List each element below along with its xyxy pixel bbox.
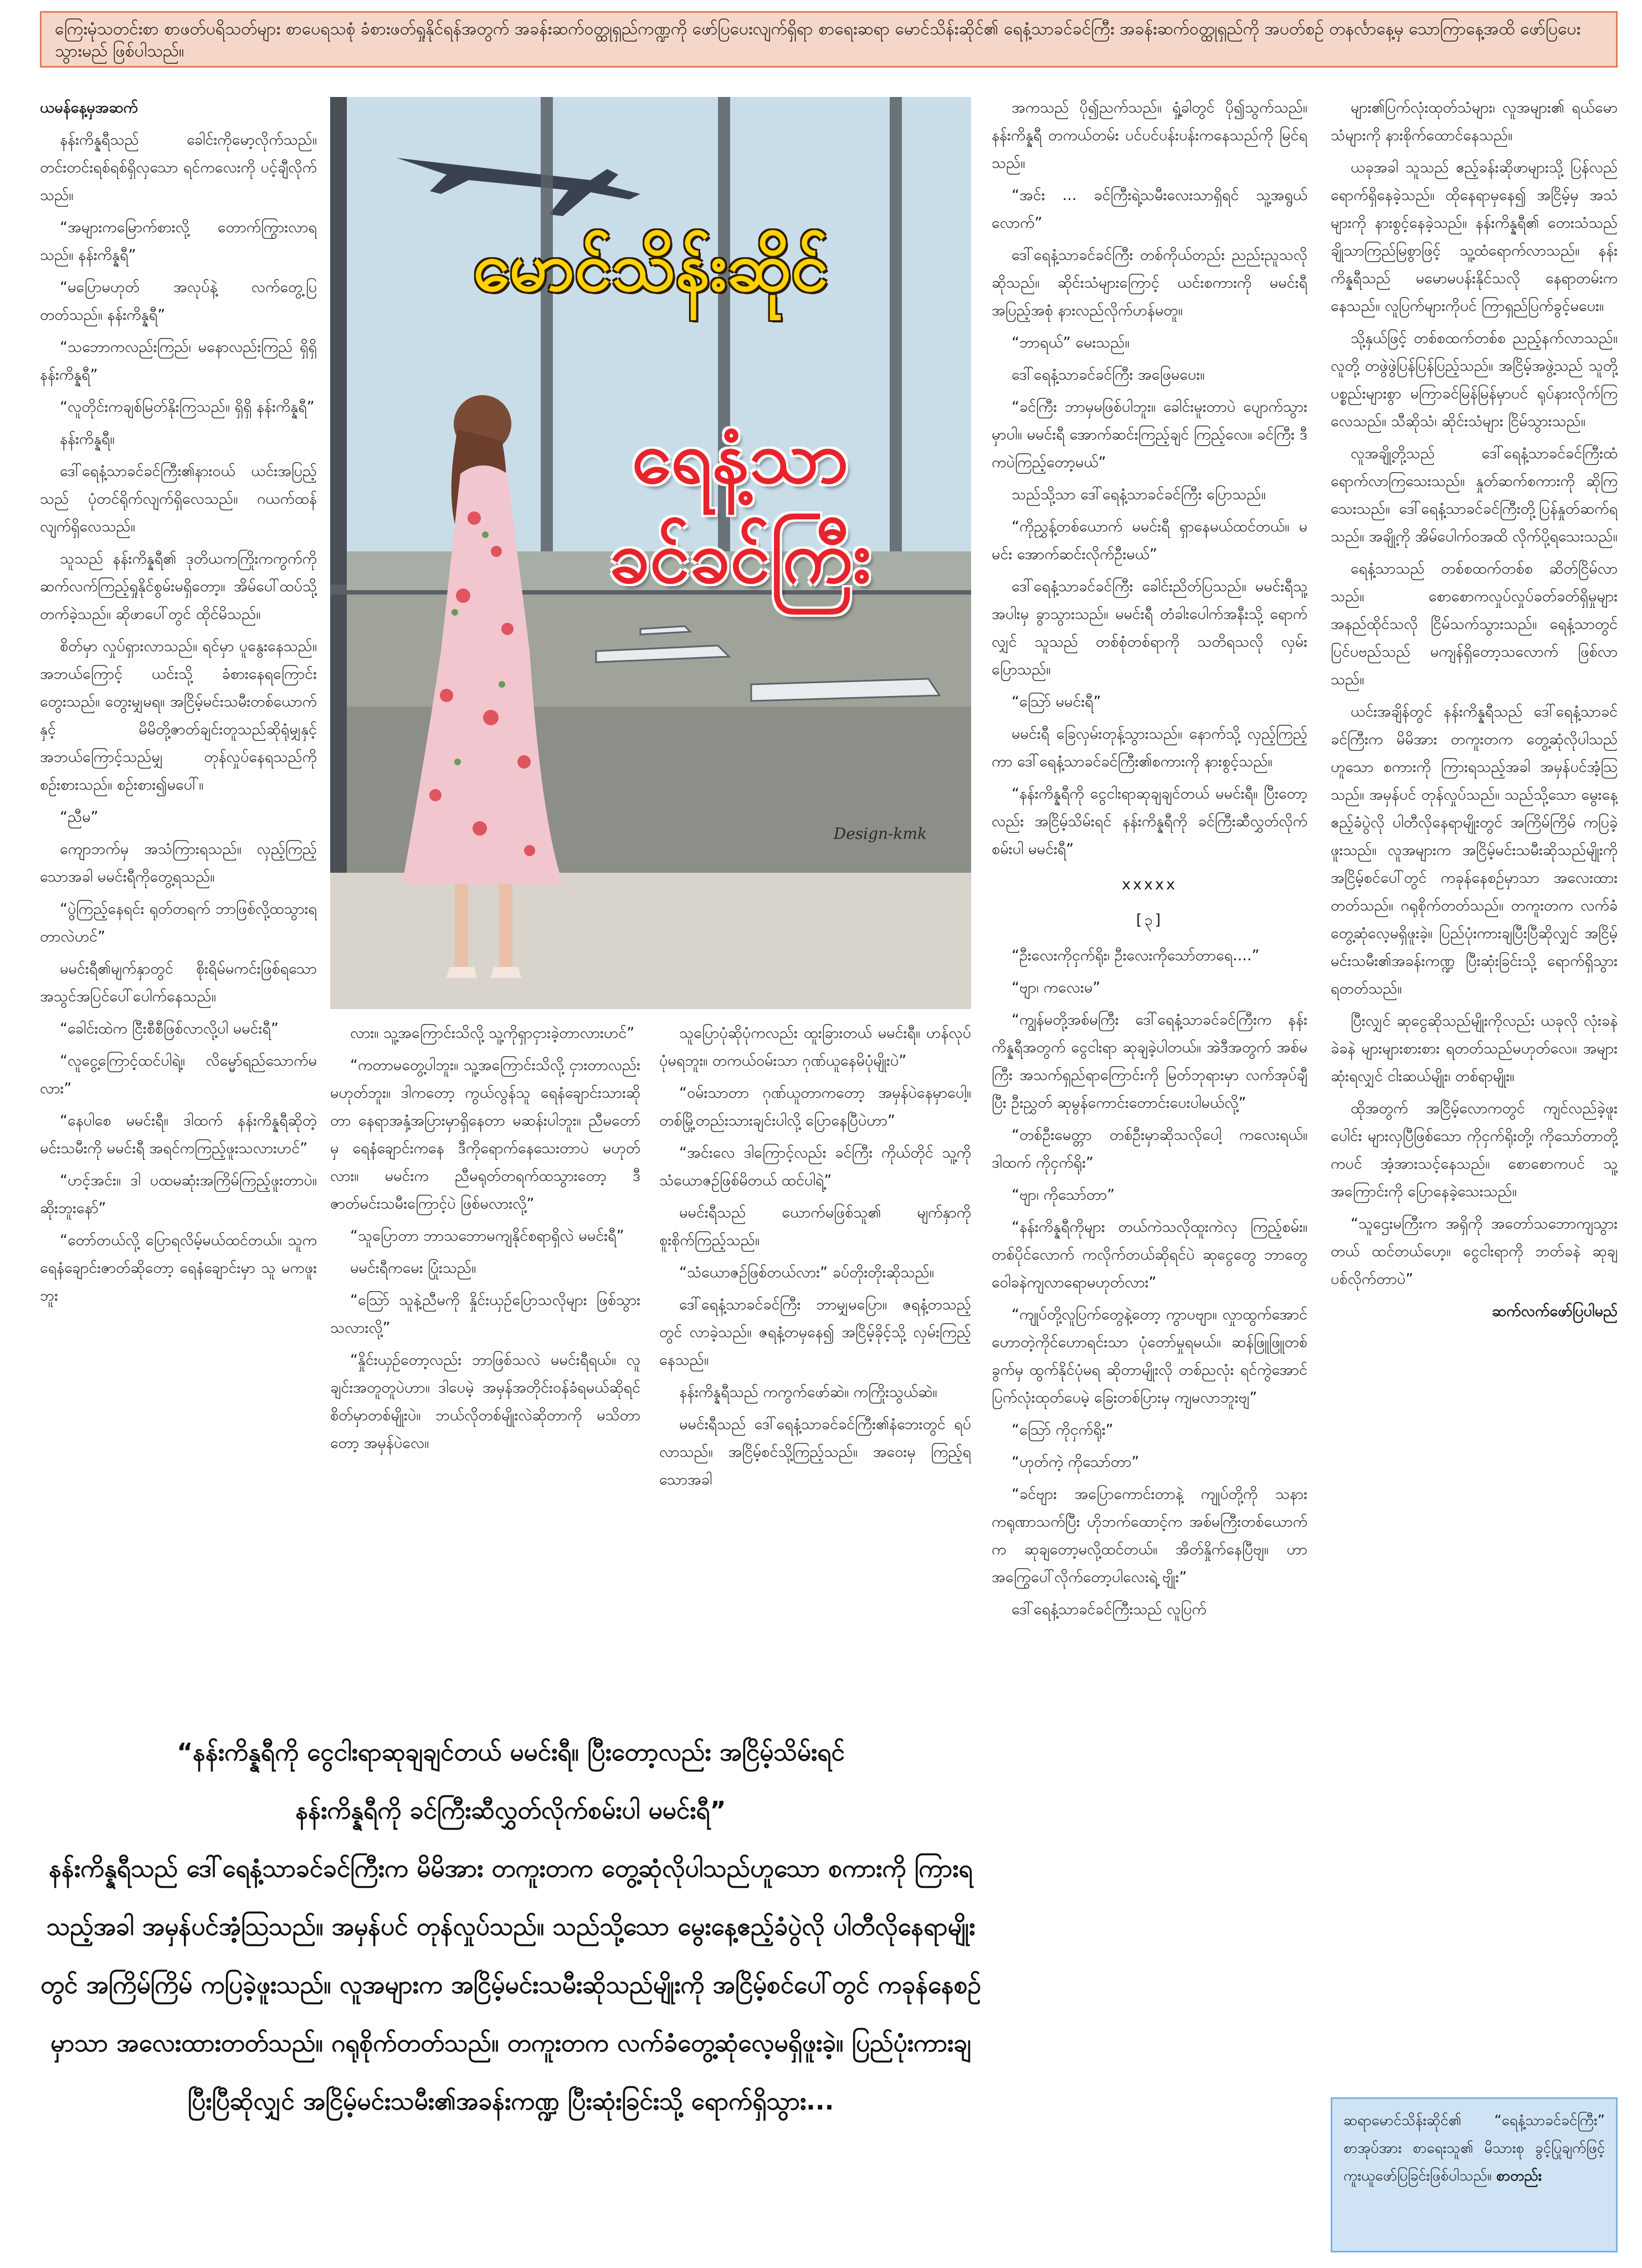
credit-note-text: ဆရာမောင်သိန်းဆိုင်၏ “ရေနံ့သာခင်ခင်ကြီး” စာအုပ်အား စာရေးသူ၏ မိသားစု ခွင့်ပြုချက်ဖြင့် ကူးယူဖော်ပြခြင်းဖြစ်ပါသည်။ bbox=[1343, 2112, 1605, 2184]
article-column-5 bbox=[1331, 94, 1618, 2089]
series-banner: ကြေးမုံသတင်းစာ စာဖတ်ပရိသတ်များ စာပေရသစုံ ခံစားဖတ်ရှုနိုင်ရန်အတွက် အခန်းဆက်ဝတ္ထုရှည်ကဏ္ဍကို ဖော်ပြပေးလျက်ရှိရာ စာရေးဆရာ မောင်သိန်းဆိုင်၏ ရေနံ့သာခင်ခင်ကြီး အခန်းဆက်ဝတ္ထုရှည်ကို အပတ်စဉ် တနင်္လာနေ့မှ သောကြာနေ့အထိ ဖော်ပြပေးသွားမည် ဖြစ်ပါသည်။ bbox=[40, 11, 1618, 68]
paragraph: “ကတာမတွေ့ပါဘူး။ သူ့အကြောင်းသိလို့ ငှားတာလည်းမဟုတ်ဘူး။ ဒါကတော့ ကွယ်လွန်သူ ရေနံချောင်းသားဆိုတာ နေရာအနှံ့အပြားမှာရှိနေတာ မဆန်းပါဘူး။ ညီမတော်မှ ရေနံချောင်းကနေ ဒီကိုရောက်နေသေးတာပဲ မဟုတ်လား။ မမင်းက ညီမရုတ်တရက်ထသွားတော့ ဒီဇာတ်မင်းသမီးကြောင့်ပဲ ဖြစ်မလားလို့” bbox=[330, 1057, 640, 1212]
paragraph: ထိုအတွက် အငြိမ့်လောကတွင် ကျင်လည်ခဲ့ဖူးပေါင်း များလှပြီဖြစ်သော ကိုငှက်ရိုးတို့၊ ကိုသော်တာတို့ကပင် အံ့အားသင့်နေသည်။ စောစောကပင် သူ့အကြောင်းကို ပြောနေခဲ့သေးသည်။ bbox=[1331, 1100, 1618, 1200]
paragraph: နန်းကိန္နရီ။ bbox=[60, 431, 115, 448]
paragraph: “ဗျာ၊ ကလေးမ” bbox=[1012, 979, 1101, 996]
paragraph: စိတ်မှာ လှုပ်ရှားလာသည်။ ရင်မှာ ပူနွေးနေသည်။ အဘယ်ကြောင့် ယင်းသို့ ခံစားနေရကြောင်း တွေးသည်။ တွေးမျှမရ။ အငြိမ့်မင်းသမီးတစ်ယောက်နှင့် မိမိတို့ဇာတ်ချင်းတူသည်ဆိုရုံမျှနှင့် အဘယ်ကြောင့်သည်မျှ တုန်လှုပ်နေရသည်ကို စဉ်းစားသည်။ စဉ်းစား၍မပေါ်။ bbox=[40, 638, 317, 793]
paragraph: နန်းကိန္နရီသည် ခေါင်းကိုမော့လိုက်သည်။ တင်းတင်းရစ်ရစ်ရှိလှသော ရင်ကလေးကို ပင့်ချီလိုက်သည်။ bbox=[40, 131, 317, 204]
paragraph: ဒေါ်ရေနံ့သာခင်ခင်ကြီး တစ်ကိုယ်တည်း ညည်းညူသလိုဆိုသည်။ ဆိုင်းသံများကြောင့် ယင်းစကားကို မမင်းရီ အပြည့်အစုံ နားလည်လိုက်ဟန်မတူ။ bbox=[992, 247, 1307, 319]
paragraph: “ခေါင်းထဲက ငြီးစီစီဖြစ်လာလို့ပါ မမင်းရီ” bbox=[60, 1020, 279, 1037]
cover-author-name: မောင်သိန်းဆိုင် bbox=[473, 229, 828, 306]
paragraph: “ဦးလေးကိုငှက်ရိုး၊ ဦးလေးကိုသော်တာရေ....” bbox=[1012, 947, 1260, 964]
paragraph: များ၏ပြက်လုံးထုတ်သံများ၊ လူအများ၏ ရယ်မောသံများကို နားစိုက်ထောင်နေသည်။ bbox=[1331, 99, 1618, 144]
book-cover bbox=[330, 97, 971, 1009]
paragraph: အကသည် ပို၍ညက်သည်။ ရှုံ့ခါတွင် ပို၍သွက်သည်။ နန်းကိန္နရီ တကယ်တမ်း ပင်ပင်ပန်းပန်းကနေသည်ကို မြင်ရသည်။ bbox=[992, 99, 1307, 172]
paragraph: “သူပြောတာ ဘာသဘောမကျနိုင်စရာရှိလဲ မမင်းရီ” bbox=[350, 1227, 624, 1245]
paragraph: မမင်းရီ ခြေလှမ်းတုန့်သွားသည်။ နောက်သို့ လှည့်ကြည့်ကာ ဒေါ်ရေနံ့သာခင်ခင်ကြီး၏စကားကို နားစွင့်သည်။ bbox=[992, 725, 1307, 770]
paragraph: “အင်း ... ခင်ကြီးရဲ့သမီးလေးသာရှိရင် သူ့အရွယ်လောက်” bbox=[992, 187, 1307, 232]
article-column-3 bbox=[659, 1020, 971, 1712]
paragraph: ယင်းအချိန်တွင် နန်းကိန္နရီသည် ဒေါ်ရေနံ့သာခင်ခင်ကြီးက မိမိအား တကူးတက တွေ့ဆုံလိုပါသည်ဟူသော စကားကို ကြားရသည့်အခါ အမှန်ပင်အံ့သြသည်။ အမှန်ပင် တုန်လှုပ်သည်။ သည်သို့သော မွေးနေ့ဧည့်ခံပွဲလို ပါတီလိုနေရာမျိုးတွင် အကြိမ်ကြိမ် ကပြခဲ့ဖူးသည်။ လူအများက အငြိမ့်မင်းသမီးဆိုသည်မျိုးကို အငြိမ့်စင်ပေါ်တွင် ကခုန်နေစဉ်မှာသာ အလေးထားတတ်သည်။ ဂရုစိုက်တတ်သည်။ တကူးတက လက်ခံတွေ့ဆုံလေ့မရှိဖူးခဲ့။ ပြည်ပုံးကားချပြီးပြီဆိုလျှင် အငြိမ့်မင်းသမီး၏အခန်းကဏ္ဍ ပြီးဆုံးခြင်းသို့ ရောက်ရှိသွားရတတ်သည်။ bbox=[1331, 703, 1618, 997]
credit-note-box bbox=[1331, 2097, 1618, 2252]
paragraph: သူပြောပုံဆိုပုံကလည်း ထူးခြားတယ် မမင်းရီ။ ဟန်လုပ်ပုံမရဘူး။ တကယ်ဝမ်းသာ ဂုဏ်ယူနေမိပုံမျိုးပဲ” bbox=[659, 1025, 971, 1069]
paragraph: ဒေါ်ရေနံ့သာခင်ခင်ကြီးသည် လူပြက် bbox=[1012, 1601, 1207, 1618]
paragraph: “ခင်ဗျား အပြောကောင်းတာနဲ့ ကျုပ်တို့ကို သနားကရုဏာသက်ပြီး ဟိုဘက်ထောင့်က အစ်မကြီးတစ်ယောက်က ဆုချတော့မလို့ထင်တယ်။ အိတ်နှိုက်နေပြီဗျ။ ဟာ အကြွေပေါ်လိုက်တော့ပါလေးရဲ့ ဗျိုး” bbox=[992, 1486, 1307, 1586]
paragraph: “သံယောဇဉ်ဖြစ်တယ်လား” ခပ်တိုးတိုးဆိုသည်။ bbox=[679, 1264, 934, 1281]
paragraph: သည်သို့သာ ဒေါ်ရေနံ့သာခင်ခင်ကြီး ပြောသည်။ bbox=[1012, 486, 1266, 503]
cover-title-line-1: ရေနံ့သာ bbox=[632, 415, 849, 499]
paragraph: “ဩော် သူနဲ့ညီမကို နှိုင်းယှဉ်ပြောသလိုများ ဖြစ်သွားသလားလို့” bbox=[330, 1292, 640, 1337]
paragraph: ရေနံ့သာသည် တစ်စထက်တစ်စ ဆိတ်ငြိမ်လာသည်။ စောစောကလှုပ်လှုပ်ခတ်ခတ်ရှိမှုများ အနည်ထိုင်သလို ငြိမ်သက်သွားသည်။ ရေနံ့သာတွင် ပြင်ပဗည်သည် မကျန်ရှိတော့သလောက် ဖြစ်လာသည်။ bbox=[1331, 560, 1618, 688]
paragraph: “အင်းလေ ဒါကြောင့်လည်း ခင်ကြီး ကိုယ်တိုင် သူ့ကို သံယောဇဉ်ဖြစ်မိတယ် ထင်ပါရဲ့” bbox=[659, 1144, 971, 1189]
paragraph: “ကျွန်မတို့အစ်မကြီး ဒေါ်ရေနံ့သာခင်ခင်ကြီးက နန်းကိန္နရီအတွက် ငွေငါးရာ ဆုချခဲ့ပါတယ်။ အဲဒီအတွက် အစ်မကြီး အသက်ရှည်ရာကြောင်းကို မြတ်ဘုရားမှာ လက်အုပ်ချီပြီး ဦးညွှတ် ဆုမွန်ကောင်းတောင်းပေးပါမယ်လို့” bbox=[992, 1011, 1307, 1112]
paragraph: ဒေါ်ရေနံ့သာခင်ခင်ကြီး ခေါင်းညိတ်ပြသည်။ မမင်းရီသူ့အပါးမှ ခွာသွားသည်။ မမင်းရီ တံခါးပေါက်အနီးသို့ ရောက်လျှင် သူသည် တစ်စုံတစ်ရာကို သတိရသလို လှမ်းပြောသည်။ bbox=[992, 578, 1307, 678]
paragraph: “နှိုင်းယှဉ်တော့လည်း ဘာဖြစ်သလဲ မမင်းရီရယ်။ လူချင်းအတူတူပဲဟာ။ ဒါပေမဲ့ အမှန်အတိုင်းဝန်ခံရမယ်ဆိုရင် စိတ်မှာတစ်မျိုးပဲ။ ဘယ်လိုတစ်မျိုးလဲဆိုတာကို မသိတာတော့ အမှန်ပဲလေ။ bbox=[330, 1351, 640, 1452]
paragraph: လူအချို့တို့သည် ဒေါ်ရေနံ့သာခင်ခင်ကြီးထံ ရောက်လာကြသေးသည်။ နှုတ်ဆက်စကားကို ဆိုကြသေးသည်။ ဒေါ်ရေနံ့သာခင်ခင်ကြီးတို့ပြန်နှုတ်ဆက်ရသည်။ အချို့ကို အိမ်ပေါက်ဝအထိ လိုက်ပို့ရသေးသည်။ bbox=[1331, 445, 1618, 545]
paragraph: “လူတိုင်းကချစ်မြတ်နိုးကြသည်။ ရှိရှိ နန်းကိန္နရီ” bbox=[60, 398, 315, 416]
paragraph: မမင်းရီသည် ဒေါ်ရေနံ့သာခင်ခင်ကြီး၏နံဘေးတွင် ရပ်လာသည်။ အငြိမ့်စင်သို့ကြည့်သည်။ အဝေးမှ ကြည့်ရသောအခါ bbox=[659, 1416, 971, 1488]
paragraph: [၃] bbox=[1136, 912, 1163, 929]
paragraph: “ဟင့်အင်း။ ဒါ ပထမဆုံးအကြိမ်ကြည့်ဖူးတာပဲ။ ဆိုးဘူးနော်” bbox=[40, 1172, 317, 1217]
article-column-1 bbox=[40, 94, 317, 1712]
paragraph: “တော်တယ်လို့ ပြောရလိမ့်မယ်ထင်တယ်။ သူက ရေနံချောင်းဇာတ်ဆိုတော့ ရေနံချောင်းမှာ သူ မကဖူးဘူး bbox=[40, 1232, 317, 1304]
paragraph: သို့နှယ်ဖြင့် တစ်စထက်တစ်စ ညည့်နက်လာသည်။ လူတို့ တဖွဲဖွဲပြန်ပြန်ပြည့်သည်။ အငြိမ့်အဖွဲ့သည် သူတို့ပစ္စည်းများစွာ မကြာခင်မြန်မြန်မှာပင် ရုပ်နားလိုက်ကြလေသည်။ သီဆိုသံ၊ ဆိုင်းသံများ ငြိမ်သွားသည်။ bbox=[1331, 330, 1618, 430]
paragraph: “ကိုညွှန့်တစ်ယောက် မမင်းရီ ရှာနေမယ်ထင်တယ်။ မမင်း အောက်ဆင်းလိုက်ဦးမယ်” bbox=[992, 518, 1307, 563]
paragraph: “ဝမ်းသာတာ ဂုဏ်ယူတာကတော့ အမှန်ပဲနေမှာပေါ့။ တစ်မြို့တည်းသားချင်းပါလို့ ပြောနေပြီပဲဟာ” bbox=[659, 1084, 971, 1129]
paragraph: “နန်းကိန္နရီကို ငွေငါးရာဆုချချင်တယ် မမင်းရီ။ ပြီးတော့လည်း အငြိမ့်သိမ်းရင် နန်းကိန္နရီကို ခင်ကြီးဆီလွှတ်လိုက်စမ်းပါ မမင်းရီ” bbox=[992, 785, 1307, 858]
pull-quote bbox=[40, 1723, 982, 2255]
article-column-2 bbox=[330, 1020, 640, 1712]
paragraph: “နေပါစေ မမင်းရီ။ ဒါထက် နန်းကိန္နရီဆိုတဲ့မင်းသမီးကို မမင်းရီ အရင်ကကြည့်ဖူးသလားဟင်” bbox=[40, 1112, 317, 1157]
paragraph: ယခုအခါ သူသည် ဧည့်ခန်းဆိုဖာများသို့ ပြန်လည်ရောက်ရှိနေခဲ့သည်။ ထိုနေရာမှနေ၍ အငြိမ့်မှ အသံများကို နားစွင့်နေခဲ့သည်။ နန်းကိန္နရီ၏ တေးသံသည် ချိုသာကြည်မြစွာဖြင့် သူ့ထံရောက်လာသည်။ နန်းကိန္နရီသည် မမောမပန်းနိုင်သလို နေရာတမ်းကနေသည်။ လူပြက်များကိုပင် ကြာရှည်ပြက်ခွင့်မပေး။ bbox=[1331, 159, 1618, 315]
paragraph: ဒေါ်ရေနံ့သာခင်ခင်ကြီး၏နားဝယ် ယင်းအပြည့်သည် ပုံတင်ရိုက်လျက်ရှိလေသည်။ ဂယက်ထန်လျက်ရှိလေသည်။ bbox=[40, 463, 317, 535]
paragraph: “အများကမြောက်စားလို့ တောက်ကြွားလာရသည်။ နန်းကိန္နရီ” bbox=[40, 219, 317, 264]
article-column-4 bbox=[992, 94, 1307, 2255]
paragraph: “ကျုပ်တို့လူပြက်တွေနဲ့တော့ ကွာပဗျာ။ လှုာထွက်အောင် ဟောတဲ့ကိုင်ဟောရင်းသာ ပုံတော်မှုရမယ်။ ဆန်ဖြူဖြူတစ်ခွက်မှ ထွက်နိုင်ပုံမရ ဆိုတာမျိုးလို တစ်ညလုံး ရင်ကွဲအောင်ပြက်လုံးထုတ်ပေမဲ့ ခြေးတစ်ပြားမှ ကျမလာဘူးဗျ” bbox=[992, 1306, 1307, 1406]
paragraph: မမင်းရီသည် ယောက်မဖြစ်သူ၏ မျက်နှာကို စူးစိုက်ကြည့်သည်။ bbox=[659, 1204, 971, 1249]
paragraph: “ဘာရယ်” မေးသည်။ bbox=[1012, 334, 1130, 351]
credit-note-signature: စာတည်း bbox=[1496, 2168, 1542, 2184]
paragraph: နန်းကိန္နရီသည် ကကွက်ဖော်ဆဲ။ ကကြိုးသွယ်ဆဲ။ bbox=[679, 1384, 937, 1401]
cover-design-credit: Design-kmk bbox=[833, 825, 927, 843]
paragraph: “သူဌေးမကြီးက အရှိကို အတော်သဘောကျသွားတယ် ထင်တယ်ဟေ့။ ငွေငါးရာကို ဘတ်ခနဲ ဆုချပစ်လိုက်တာပဲ” bbox=[1331, 1215, 1618, 1288]
pull-quote-line-1: “နန်းကိန္နရီကို ငွေငါးရာဆုချချင်တယ် မမင်းရီ။ ပြီးတော့လည်း အငြိမ့်သိမ်းရင် bbox=[177, 1738, 845, 1767]
paragraph: ကျောဘက်မှ အသံကြားရသည်။ လှည့်ကြည့်သောအခါ မမင်းရီကိုတွေ့ရသည်။ bbox=[40, 841, 317, 885]
paragraph: “နန်းကိန္နရီကိုများ တယ်ကဲသလိုထူးကဲလှ ကြည့်စမ်း။ တစ်ပိုင်လောက် ကလိုက်တယ်ဆိုရင်ပဲ ဆုငွေတွေ ဘာတွေ ဝေါခနဲကျလာရောမဟုတ်လား” bbox=[992, 1219, 1307, 1291]
cover-title-line-2: ခင်ခင်ကြီး bbox=[609, 515, 871, 599]
paragraph: “ခင်ကြီး ဘာမှမဖြစ်ပါဘူး။ ခေါင်းမူးတာပဲ ပျောက်သွားမှာပါ။ မမင်းရီ အောက်ဆင်းကြည့်ချင် ကြည့်လေ။ ခင်ကြီး ဒီကပဲကြည့်တော့မယ်” bbox=[992, 398, 1307, 471]
paragraph: “လူငွေ့ကြောင့်ထင်ပါရဲ့။ လိမ္မော်ရည်သောက်မလား” bbox=[40, 1052, 317, 1097]
paragraph: ယမန်နေ့မှအဆက် bbox=[40, 99, 138, 116]
paragraph: ဒေါ်ရေနံ့သာခင်ခင်ကြီး ဘာမျှမပြော။ ဇရနံ့တသည့်တွင် လာခဲ့သည်။ ဇရနံ့တမှနေ၍ အငြိမ့်ခိုင့်သို့ လှမ်းကြည့်နေသည်။ bbox=[659, 1296, 971, 1369]
paragraph: သူသည် နန်းကိန္နရီ၏ ဒုတိယကကြိုးကကွက်ကို ဆက်လက်ကြည့်ရှုနိုင်စွမ်းမရှိတော့။ အိမ်ပေါ်ထပ်သို့ တက်ခဲ့သည်။ ဆိုဖာပေါ်တွင် ထိုင်မိသည်။ bbox=[40, 550, 317, 623]
paragraph: “ဩော် ကိုငှက်ရိုး” bbox=[1012, 1421, 1114, 1438]
paragraph: ဆက်လက်ဖော်ပြပါမည် bbox=[1492, 1303, 1618, 1320]
paragraph: မမင်းရီကမေး ပြုံးသည်။ bbox=[350, 1260, 476, 1277]
paragraph: “တစ်ဦးမေတ္တာ တစ်ဦးမှာဆိုသလိုပေါ့ ကလေးရယ်။ ဒါထက် ကိုငှက်ရိုး” bbox=[992, 1127, 1307, 1171]
paragraph: “ဩော် မမင်းရီ” bbox=[1012, 693, 1101, 710]
paragraph: “ပွဲကြည့်နေရင်း ရုတ်တရက် ဘာဖြစ်လို့ထသွားရတာလဲဟင်” bbox=[40, 900, 317, 945]
paragraph: xxxxx bbox=[1122, 876, 1177, 893]
paragraph: “သဘောကလည်းကြည်၊ မနောလည်းကြည် ရှိရှိ နန်းကိန္နရီ” bbox=[40, 339, 317, 383]
pull-quote-line-2: နန်းကိန္နရီကို ခင်ကြီးဆီလွှတ်လိုက်စမ်းပါ မမင်းရီ” bbox=[295, 1796, 726, 1825]
paragraph: လား။ သူ့အကြောင်းသိလို့ သူ့ကိုရှာငှားခဲ့တာလားဟင်” bbox=[350, 1025, 635, 1042]
paragraph: “ညီမ” bbox=[60, 808, 99, 826]
paragraph: “ဟုတ်ကဲ့ ကိုသော်တာ” bbox=[1012, 1453, 1140, 1471]
pull-quote-body: နန်းကိန္နရီသည် ဒေါ်ရေနံ့သာခင်ခင်ကြီးက မိမိအား တကူးတက တွေ့ဆုံလိုပါသည်ဟူသော စကားကို ကြားရသည့်အခါ အမှန်ပင်အံ့သြသည်။ အမှန်ပင် တုန်လှုပ်သည်။ သည်သို့သော မွေးနေ့ဧည့်ခံပွဲလို ပါတီလိုနေရာမျိုးတွင် အကြိမ်ကြိမ် ကပြခဲ့ဖူးသည်။ လူအများက အငြိမ့်မင်းသမီးဆိုသည်မျိုးကို အငြိမ့်စင်ပေါ်တွင် ကခုန်နေစဉ်မှာသာ အလေးထားတတ်သည်။ ဂရုစိုက်တတ်သည်။ တကူးတက လက်ခံတွေ့ဆုံလေ့မရှိဖူးခဲ့။ ပြည်ပုံးကားချပြီးပြီဆိုလျှင် အငြိမ့်မင်းသမီး၏အခန်းကဏ္ဍ ပြီးဆုံးခြင်းသို့ ရောက်ရှိသွား... bbox=[40, 1855, 981, 2116]
cover-book-title bbox=[541, 407, 940, 607]
paragraph: ဒေါ်ရေနံ့သာခင်ခင်ကြီး အဖြေမပေး။ bbox=[1012, 366, 1205, 383]
paragraph: “ဗျာ၊ ကိုသော်တာ” bbox=[1012, 1186, 1115, 1204]
paragraph: “မပြောမဟုတ် အလုပ်နဲ့ လက်တွေ့ပြတတ်သည်။ နန်းကိန္နရီ” bbox=[40, 279, 317, 324]
paragraph: မမင်းရီ၏မျက်နှာတွင် စိုးရိမ်မကင်းဖြစ်ရသော အသွင်အပြင်ပေါ်ပေါက်နေသည်။ bbox=[40, 960, 317, 1005]
paragraph: ပြီးလျှင် ဆုငွေဆိုသည်မျိုးကိုလည်း ယခုလို လုံးခနဲ ခဲခနဲ များများစားစား ရတတ်သည်မဟုတ်လေ။ အများဆုံးရလျှင် ငါးဆယ်မျိုး၊ တစ်ရာမျိုး။ bbox=[1331, 1012, 1618, 1085]
